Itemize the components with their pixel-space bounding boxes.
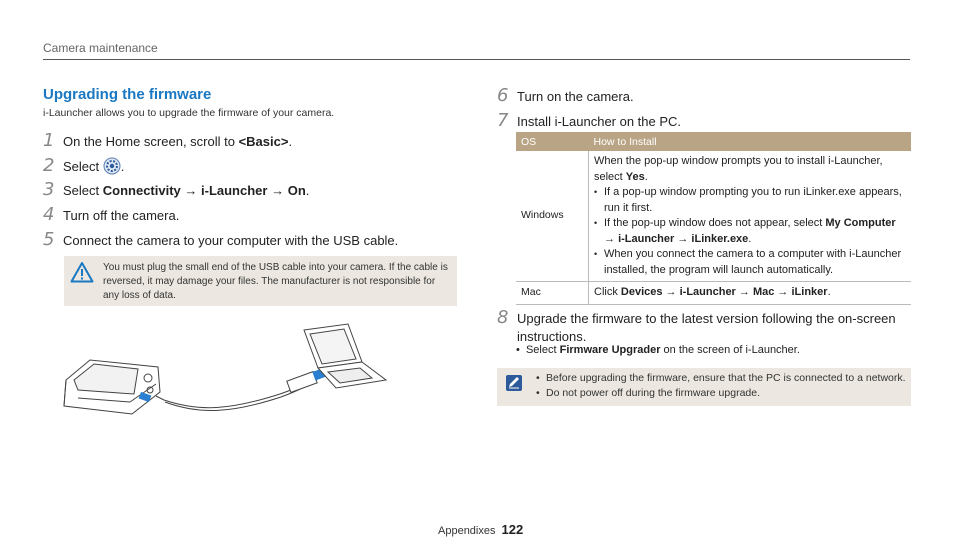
step-number: 4 xyxy=(43,204,55,225)
table-row-mac xyxy=(516,282,911,305)
note-list xyxy=(534,371,906,401)
warning-text: You must plug the small end of the USB cable into your camera. If the cable is reversed, it may damage your files. The manufacturer is not responsible for any loss of data. xyxy=(103,262,448,301)
how-cell-mac: Click Devices → i-Launcher → Mac → iLinker. xyxy=(589,282,912,305)
step-8 xyxy=(497,307,911,346)
left-column xyxy=(43,86,458,119)
camera-usb-laptop-illustration xyxy=(60,322,400,422)
table-row-windows xyxy=(516,151,911,282)
table-header-how: How to Install xyxy=(589,132,912,151)
step-7 xyxy=(497,110,681,131)
step-text: Turn off the camera. xyxy=(63,208,180,223)
step-number: 5 xyxy=(43,229,55,250)
step-6 xyxy=(497,85,634,106)
step-2 xyxy=(43,155,124,176)
section-intro: i-Launcher allows you to upgrade the firmware of your camera. xyxy=(43,107,335,119)
table-header-row xyxy=(516,132,911,151)
running-header: Camera maintenance xyxy=(43,41,158,55)
section-title: Upgrading the firmware xyxy=(43,86,212,103)
step-text: Connect the camera to your computer with the USB cable. xyxy=(63,233,399,248)
camera-icon xyxy=(64,360,160,414)
step-4 xyxy=(43,204,179,225)
step-text: Select Connectivity → i-Launcher → On. xyxy=(63,183,310,198)
list-item: • Do not power off during the firmware upgrade. xyxy=(546,386,906,401)
page-footer xyxy=(438,522,523,537)
note-box xyxy=(497,368,911,406)
step-number: 3 xyxy=(43,179,55,200)
warning-triangle-icon xyxy=(70,261,94,283)
step-text: Upgrade the firmware to the latest version following the on-screen instructions. xyxy=(517,311,896,344)
note-pencil-icon xyxy=(505,374,523,392)
step-text: On the Home screen, scroll to <Basic>. xyxy=(63,134,293,149)
step-text: Select . xyxy=(63,159,125,174)
list-item: • When you connect the camera to a computer with i-Launcher installed, the program will launch automatically. xyxy=(604,247,906,278)
step-number: 6 xyxy=(497,85,509,106)
header-rule xyxy=(43,59,910,60)
install-table xyxy=(516,132,911,305)
step-number: 1 xyxy=(43,130,55,151)
step-number: 8 xyxy=(497,307,509,328)
how-cell-windows xyxy=(589,151,912,282)
usb-cable-icon xyxy=(139,368,327,410)
list-item: • If a pop-up window prompting you to run iLinker.exe appears, run it first. xyxy=(604,185,906,216)
footer-label: Appendixes xyxy=(438,525,496,537)
list-item: • If the pop-up window does not appear, select My Computer → i-Launcher → iLinker.exe. xyxy=(604,216,906,247)
step-text: Turn on the camera. xyxy=(517,89,634,104)
list-item: • Before upgrading the firmware, ensure that the PC is connected to a network. xyxy=(546,371,906,386)
windows-bullets xyxy=(594,185,906,278)
os-cell-mac: Mac xyxy=(516,282,589,305)
step-number: 7 xyxy=(497,110,509,131)
settings-gear-icon xyxy=(103,157,121,175)
warning-box xyxy=(64,256,457,306)
table-header-os: OS xyxy=(516,132,589,151)
step-number: 2 xyxy=(43,155,55,176)
step-5 xyxy=(43,229,398,250)
step-text: Install i-Launcher on the PC. xyxy=(517,114,682,129)
step-3 xyxy=(43,179,309,200)
page-number: 122 xyxy=(501,522,524,537)
windows-intro: When the pop-up window prompts you to install i-Launcher, select Yes. xyxy=(594,155,883,183)
os-cell-windows: Windows xyxy=(516,151,589,282)
step-8-subitem: • Select Firmware Upgrader on the screen of i-Launcher. xyxy=(516,344,800,356)
step-1 xyxy=(43,130,292,151)
